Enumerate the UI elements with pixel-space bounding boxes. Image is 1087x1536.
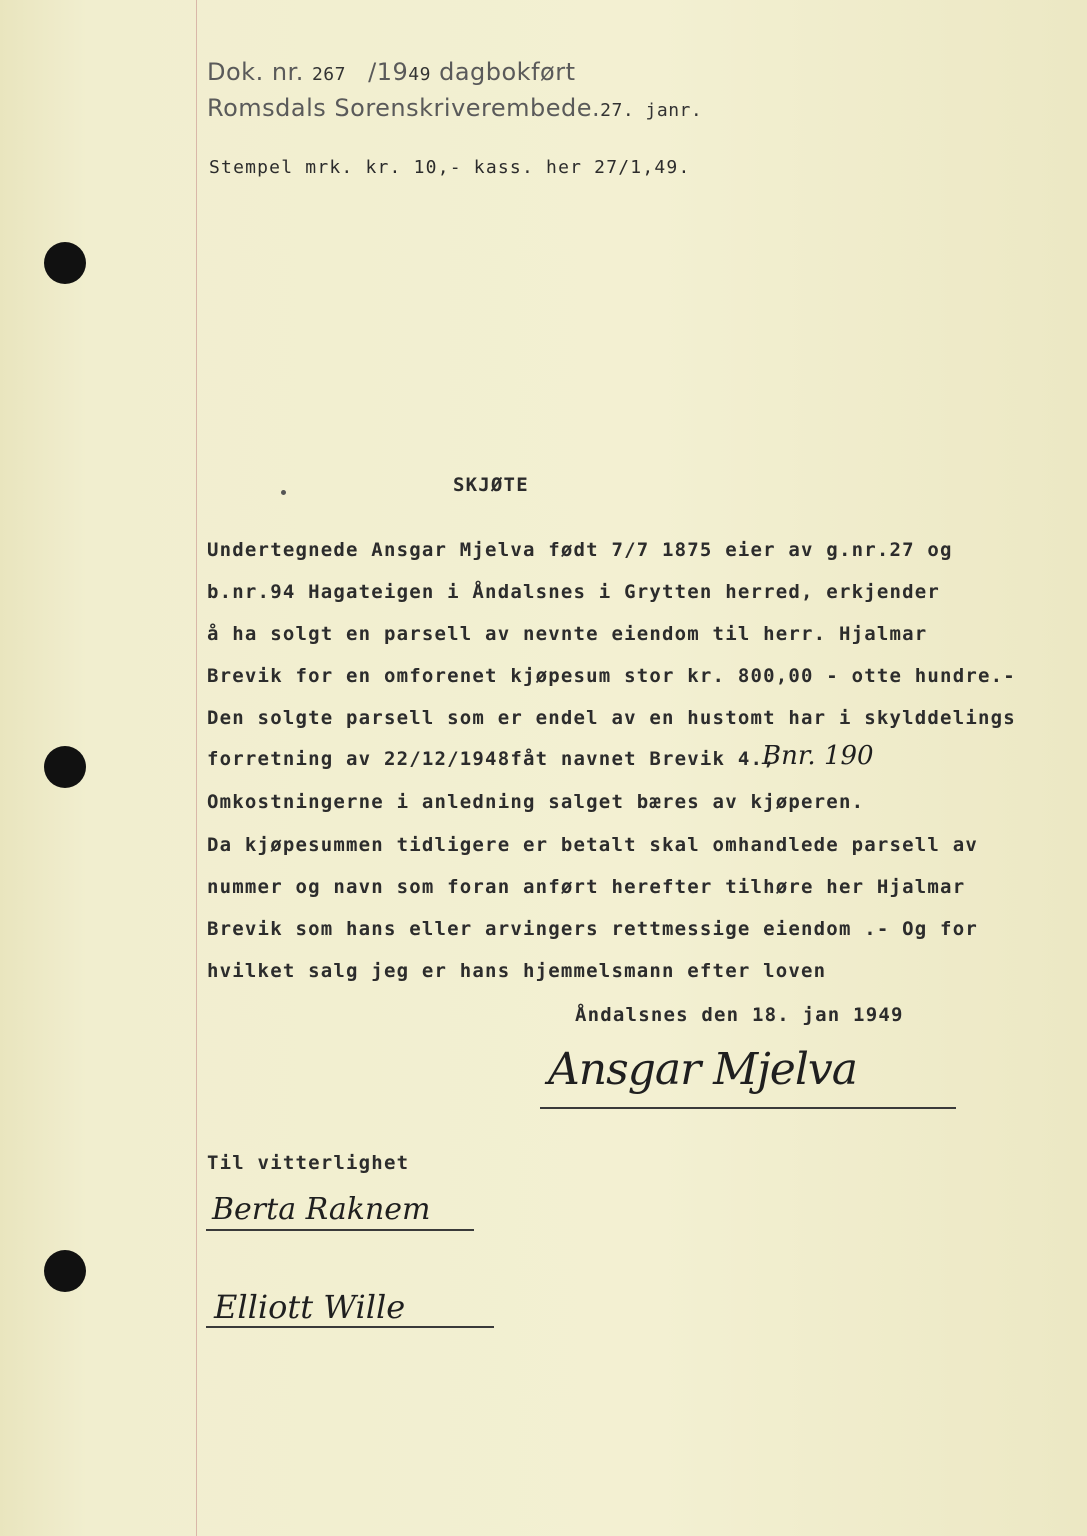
witness-signature-1: Berta Raknem: [212, 1192, 431, 1227]
stamp-fee-note: Stempel mrk. kr. 10,- kass. her 27/1,49.: [209, 157, 691, 178]
body-line-5: Den solgte parsell som er endel av en hustomt har i skylddelings: [207, 707, 1016, 729]
punch-hole-bottom: [44, 1250, 86, 1292]
punch-hole-top: [44, 242, 86, 284]
punch-hole-middle: [44, 746, 86, 788]
seller-signature: Ansgar Mjelva: [548, 1044, 858, 1095]
registration-date: 27. janr.: [600, 100, 703, 121]
registration-stamp-line2: [207, 94, 702, 122]
body-line-9: nummer og navn som foran anført herefter tilhøre her Hjalmar: [207, 876, 966, 898]
place-and-date: Åndalsnes den 18. jan 1949: [575, 1004, 904, 1026]
margin-line: [196, 0, 197, 1536]
body-line-7: Omkostningerne i anledning salget bæres av kjøperen.: [207, 791, 865, 813]
witness-signature-2: Elliott Wille: [214, 1288, 406, 1326]
year-suffix: 49: [408, 64, 431, 85]
doc-number: 267: [311, 64, 346, 85]
witness-underline-2: [206, 1326, 494, 1328]
handwritten-bnr-note: Bnr. 190: [762, 741, 874, 771]
body-line-2: b.nr.94 Hagateigen i Åndalsnes i Grytten herred, erkjender: [207, 581, 941, 603]
stamp-prefix: Dok. nr.: [207, 58, 304, 86]
stray-dot: [281, 490, 286, 495]
year-prefix: /19: [368, 58, 409, 86]
body-line-3: å ha solgt en parsell av nevnte eiendom til herr. Hjalmar: [207, 623, 928, 645]
body-line-11: hvilket salg jeg er hans hjemmelsmann efter loven: [207, 960, 827, 982]
witness-underline-1: [206, 1229, 474, 1231]
witness-label: Til vitterlighet: [207, 1152, 410, 1174]
body-line-6: forretning av 22/12/1948fåt navnet Brevik 4.,: [207, 748, 776, 770]
signature-underline: [540, 1107, 956, 1109]
body-line-10: Brevik som hans eller arvingers rettmessige eiendom .- Og for: [207, 918, 978, 940]
document-title: SKJØTE: [453, 474, 529, 496]
body-line-4: Brevik for en omforenet kjøpesum stor kr. 800,00 - otte hundre.-: [207, 665, 1016, 687]
registration-stamp-line1: [207, 58, 575, 86]
body-line-1: Undertegnede Ansgar Mjelva født 7/7 1875 eier av g.nr.27 og: [207, 539, 953, 561]
office-name: Romsdals Sorenskriverembede.: [207, 94, 601, 122]
body-line-8: Da kjøpesummen tidligere er betalt skal omhandlede parsell av: [207, 834, 978, 856]
stamp-suffix: dagbokført: [439, 58, 576, 86]
